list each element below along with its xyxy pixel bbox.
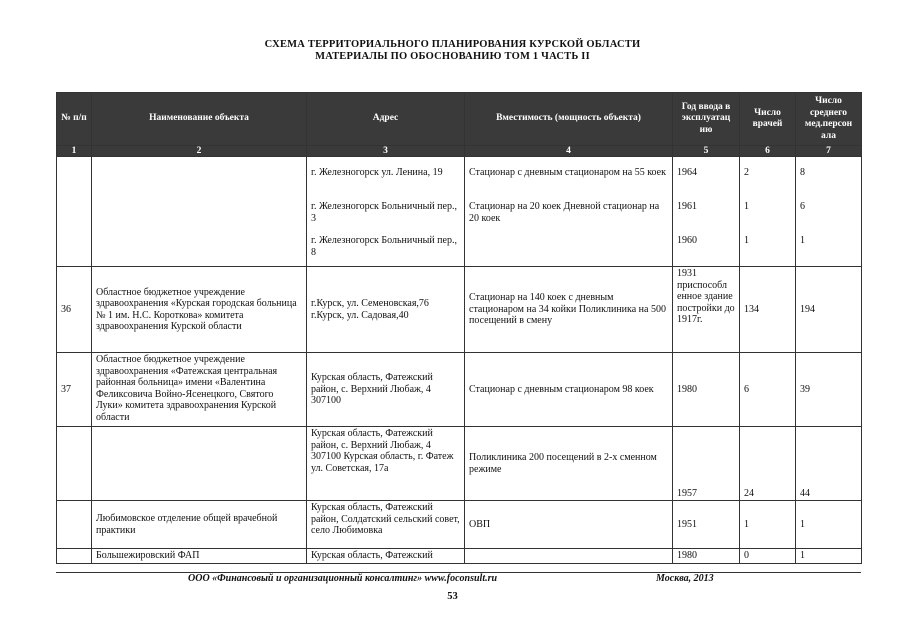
nurses-line: 6 <box>800 201 805 212</box>
col-number: 7 <box>796 146 862 157</box>
cell-name: Областное бюджетное учреждение здравоохранения «Фатежская центральная районная больница» имени «Валентина Феликсовича Войно-Ясенецкого, Святого Луки» комитета здравоохранения Курской области <box>92 353 307 427</box>
cell-capacity: Стационар с дневным стационаром 98 коек <box>465 353 673 427</box>
cell-address: Курская область, Фатежский район, с. Верхний Любаж, 4 307100 <box>307 353 465 427</box>
cell-nurses: 44 <box>796 427 862 501</box>
cell-num: 37 <box>57 353 92 427</box>
document-title-line2: МАТЕРИАЛЫ ПО ОБОСНОВАНИЮ ТОМ 1 ЧАСТЬ II <box>315 51 590 62</box>
cell-nurses <box>796 157 862 267</box>
table-row <box>57 353 862 427</box>
doctors-line: 1 <box>744 201 749 212</box>
cell-doctors <box>740 157 796 267</box>
cell-num <box>57 549 92 564</box>
cell-doctors: 0 <box>740 549 796 564</box>
cell-capacity: Поликлиника 200 посещений в 2-х сменном режиме <box>465 427 673 501</box>
year-line: 1961 <box>677 201 697 212</box>
cell-nurses: 1 <box>796 501 862 549</box>
col-number: 3 <box>307 146 465 157</box>
cell-num <box>57 427 92 501</box>
year-line: 1960 <box>677 235 697 246</box>
cell-num: 36 <box>57 267 92 353</box>
col-header-capacity: Вместимость (мощность объекта) <box>465 93 673 146</box>
cell-doctors: 6 <box>740 353 796 427</box>
cell-capacity: ОВП <box>465 501 673 549</box>
cell-name: Большежировский ФАП <box>92 549 307 564</box>
col-number: 2 <box>92 146 307 157</box>
capacity-line: Стационар на 20 коек Дневной стационар на 20 коек <box>469 201 660 224</box>
cell-address: г.Курск, ул. Семеновская,76 г.Курск, ул. Садовая,40 <box>307 267 465 353</box>
col-header-year: Год ввода в эксплуатац ию <box>673 93 740 146</box>
table-row <box>57 427 862 501</box>
facilities-table <box>56 92 862 564</box>
col-header-num: № п/п <box>57 93 92 146</box>
cell-doctors: 134 <box>740 267 796 353</box>
cell-capacity <box>465 549 673 564</box>
address-line: г. Железногорск Больничный пер., 3 <box>311 201 457 224</box>
cell-address: Курская область, Фатежский <box>307 549 465 564</box>
nurses-line: 8 <box>800 167 805 178</box>
cell-year: 1951 <box>673 501 740 549</box>
table-row <box>57 267 862 353</box>
footer-city: Москва, 2013 <box>656 573 714 584</box>
table-row <box>57 501 862 549</box>
address-line: г. Железногорск ул. Ленина, 19 <box>311 167 443 178</box>
cell-name <box>92 427 307 501</box>
cell-year: 1957 <box>673 427 740 501</box>
nurses-line: 1 <box>800 235 805 246</box>
cell-year: 1980 <box>673 353 740 427</box>
cell-nurses: 39 <box>796 353 862 427</box>
cell-address <box>307 157 465 267</box>
doctors-line: 2 <box>744 167 749 178</box>
document-title-line1: СХЕМА ТЕРРИТОРИАЛЬНОГО ПЛАНИРОВАНИЯ КУРСКОЙ ОБЛАСТИ <box>264 39 641 50</box>
cell-name: Областное бюджетное учреждение здравоохранения «Курская городская больница № 1 им. Н.С. Короткова» комитета здравоохранения Курской области <box>92 267 307 353</box>
cell-nurses: 194 <box>796 267 862 353</box>
col-header-doctors: Число врачей <box>740 93 796 146</box>
page-footer <box>56 572 861 584</box>
cell-address: Курская область, Фатежский район, с. Верхний Любаж, 4 307100 Курская область, г. Фатеж ул. Советская, 17а <box>307 427 465 501</box>
cell-num <box>57 501 92 549</box>
year-line: 1964 <box>677 167 697 178</box>
col-number: 6 <box>740 146 796 157</box>
cell-name <box>92 157 307 267</box>
cell-name: Любимовское отделение общей врачебной практики <box>92 501 307 549</box>
col-number: 1 <box>57 146 92 157</box>
cell-year: 1931 приспособл енное здание постройки до 1917г. <box>673 267 740 353</box>
cell-year <box>673 157 740 267</box>
cell-year: 1980 <box>673 549 740 564</box>
doctors-line: 1 <box>744 235 749 246</box>
capacity-line: Стационар с дневным стационаром на 55 коек <box>469 167 666 178</box>
cell-capacity: Стационар на 140 коек с дневным стационаром на 34 койки Поликлиника на 500 посещений в смену <box>465 267 673 353</box>
cell-doctors: 24 <box>740 427 796 501</box>
cell-address: Курская область, Фатежский район, Солдатский сельский совет, село Любимовка <box>307 501 465 549</box>
column-number-row <box>57 146 862 157</box>
col-header-address: Адрес <box>307 93 465 146</box>
table-row <box>57 157 862 267</box>
footer-org: ООО «Финансовый и организационный консалтинг» www.foconsult.ru <box>188 573 498 584</box>
page-number: 53 <box>447 591 458 602</box>
cell-nurses: 1 <box>796 549 862 564</box>
address-line: г. Железногорск Больничный пер., 8 <box>311 235 457 258</box>
cell-doctors: 1 <box>740 501 796 549</box>
cell-num <box>57 157 92 267</box>
col-number: 5 <box>673 146 740 157</box>
col-number: 4 <box>465 146 673 157</box>
table-header-row <box>57 93 862 146</box>
cell-capacity <box>465 157 673 267</box>
col-header-nurses: Число среднего мед.персон ала <box>796 93 862 146</box>
col-header-name: Наименование объекта <box>92 93 307 146</box>
table-row <box>57 549 862 564</box>
